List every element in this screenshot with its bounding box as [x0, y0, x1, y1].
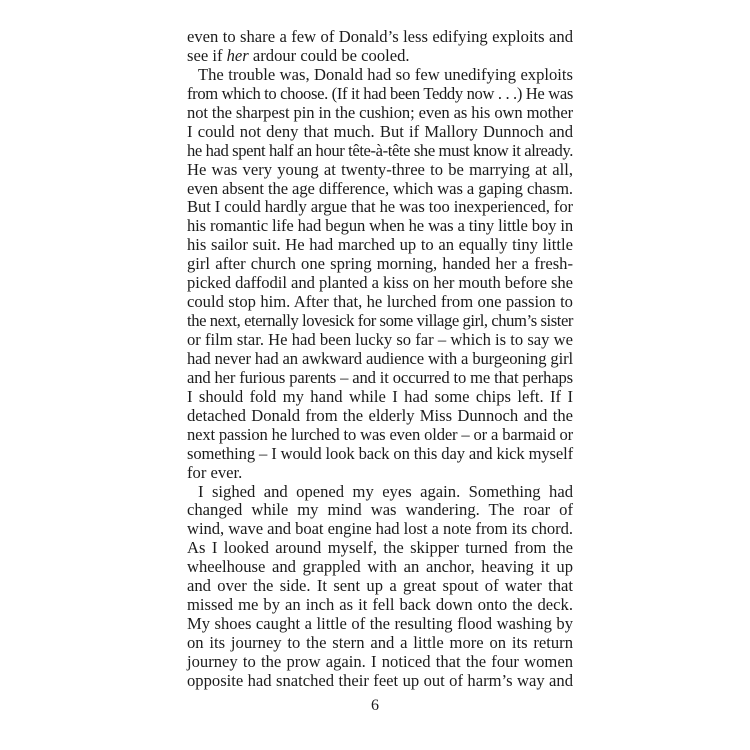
text-line: [187, 312, 573, 331]
text-line-content: [187, 142, 573, 161]
text-line-content: [187, 615, 573, 634]
text-line-content: [187, 350, 573, 369]
text-line: [187, 539, 573, 558]
text-line-content: [187, 407, 573, 426]
text-line: [187, 483, 573, 502]
text-segment: even absent the age difference, which was a gaping chasm.: [187, 178, 573, 198]
text-line: [187, 331, 573, 350]
text-segment: from which to choose. (If it had been Teddy now . . .) He was: [187, 83, 573, 103]
paragraph: [187, 28, 573, 66]
text-line-content: [198, 66, 573, 85]
text-segment: detached Donald from the elderly Miss Dunnoch and the: [187, 405, 573, 425]
text-line: [187, 104, 573, 123]
text-line-content: [187, 47, 410, 66]
text-segment: see if: [187, 45, 227, 65]
text-line: [187, 66, 573, 85]
text-segment: had never had an awkward audience with a burgeoning girl: [187, 348, 573, 368]
text-line-content: [187, 653, 573, 672]
text-segment: girl after church one spring morning, handed her a fresh-: [187, 254, 573, 274]
text-line: [187, 388, 573, 407]
text-line: [187, 520, 573, 539]
text-segment: the next, eternally lovesick for some village girl, chum’s sister: [187, 311, 573, 331]
text-line-content: [187, 634, 573, 653]
text-segment: or film star. He had been lucky so far – which is to say we: [187, 330, 573, 349]
text-segment: I could not deny that much. But if Mallory Dunnoch and: [187, 121, 573, 141]
text-segment: As I looked around myself, the skipper turned from the: [187, 538, 573, 558]
text-line-content: [187, 161, 573, 180]
italic-text: her: [226, 45, 249, 65]
text-line: [187, 28, 573, 47]
text-line-content: [187, 180, 573, 199]
text-line: [187, 47, 573, 66]
text-line: [187, 236, 573, 255]
text-segment: wind, wave and boat engine had lost a note from its chord.: [187, 519, 573, 539]
text-line-content: [187, 558, 573, 577]
text-segment: his sailor suit. He had marched up to an equally tiny little: [187, 235, 573, 255]
text-segment: He was very young at twenty-three to be marrying at all,: [187, 159, 573, 179]
text-line-content: [187, 198, 573, 217]
text-segment: missed me by an inch as it fell back down onto the deck.: [187, 595, 573, 615]
text-line: [187, 85, 573, 104]
text-line: [187, 501, 573, 520]
text-line-content: [187, 464, 242, 483]
paragraph: [187, 483, 573, 691]
text-line: [187, 350, 573, 369]
text-segment: even to share a few of Donald’s less edifying exploits and: [187, 27, 573, 46]
text-line: [187, 596, 573, 615]
text-segment: his romantic life had begun when he was a tiny little boy in: [187, 216, 573, 236]
text-segment: ardour could be cooled.: [248, 45, 410, 65]
text-line: [187, 445, 573, 464]
text-line: [187, 198, 573, 217]
text-segment: next passion he lurched to was even older – or a barmaid or: [187, 424, 573, 444]
text-line: [187, 426, 573, 445]
text-segment: on its journey to the stern and a little more on its return: [187, 633, 573, 652]
text-segment: could stop him. After that, he lurched from one passion to: [187, 292, 573, 312]
text-line-content: [187, 293, 573, 312]
book-page-text: [187, 28, 573, 691]
text-line-content: [187, 539, 573, 558]
text-line-content: [187, 520, 573, 539]
text-segment: wheelhouse and grappled with an anchor, heaving it up: [187, 557, 573, 577]
text-line-content: [187, 28, 573, 47]
text-segment: My shoes caught a little of the resulting flood washing by: [187, 614, 573, 634]
text-line: [187, 558, 573, 577]
text-line: [187, 464, 573, 483]
text-line-content: [187, 501, 573, 520]
text-line: [187, 407, 573, 426]
text-line-content: [187, 217, 573, 236]
text-line-content: [187, 104, 573, 123]
text-line: [187, 615, 573, 634]
text-segment: and her furious parents – and it occurred to me that perhaps: [187, 367, 573, 387]
text-line-content: [187, 85, 573, 104]
text-segment: But I could hardly argue that he was too inexperienced, for: [187, 197, 573, 217]
text-line-content: [187, 123, 573, 142]
text-line: [187, 255, 573, 274]
text-segment: he had spent half an hour tête-à-tête she must know it already.: [187, 140, 573, 160]
text-line: [187, 293, 573, 312]
text-line: [187, 653, 573, 672]
text-line: [187, 161, 573, 180]
text-line-content: [187, 331, 573, 350]
text-segment: not the sharpest pin in the cushion; even as his own mother: [187, 102, 573, 122]
text-line-content: [187, 236, 573, 255]
text-line-content: [187, 274, 573, 293]
text-line-content: [187, 596, 573, 615]
text-segment: something – I would look back on this day and kick myself: [187, 443, 573, 463]
text-line: [187, 672, 573, 691]
text-line: [187, 274, 573, 293]
text-segment: I sighed and opened my eyes again. Something had: [198, 481, 573, 501]
text-segment: opposite had snatched their feet up out of harm’s way and: [187, 670, 573, 690]
text-segment: and over the side. It sent up a great spout of water that: [187, 576, 573, 596]
text-line: [187, 369, 573, 388]
text-segment: The trouble was, Donald had so few unedifying exploits: [198, 64, 573, 84]
page-number: 6: [371, 697, 379, 714]
text-line-content: [187, 445, 573, 464]
text-line: [187, 634, 573, 653]
text-line: [187, 577, 573, 596]
text-segment: for ever.: [187, 462, 243, 482]
text-line-content: [198, 483, 573, 502]
text-line: [187, 123, 573, 142]
text-line-content: [187, 255, 573, 274]
text-line-content: [187, 577, 573, 596]
text-segment: I should fold my hand while I had some chips left. If I: [187, 386, 573, 406]
text-line: [187, 217, 573, 236]
text-segment: picked daffodil and planted a kiss on her mouth before she: [187, 273, 573, 293]
text-line-content: [187, 312, 573, 331]
text-segment: changed while my mind was wandering. The roar of: [187, 500, 573, 520]
text-line-content: [187, 369, 573, 388]
text-line-content: [187, 672, 573, 691]
paragraph: [187, 66, 573, 483]
text-segment: journey to the prow again. I noticed that the four women: [187, 651, 573, 671]
text-line: [187, 142, 573, 161]
text-line-content: [187, 426, 573, 445]
text-line-content: [187, 388, 573, 407]
text-line: [187, 180, 573, 199]
